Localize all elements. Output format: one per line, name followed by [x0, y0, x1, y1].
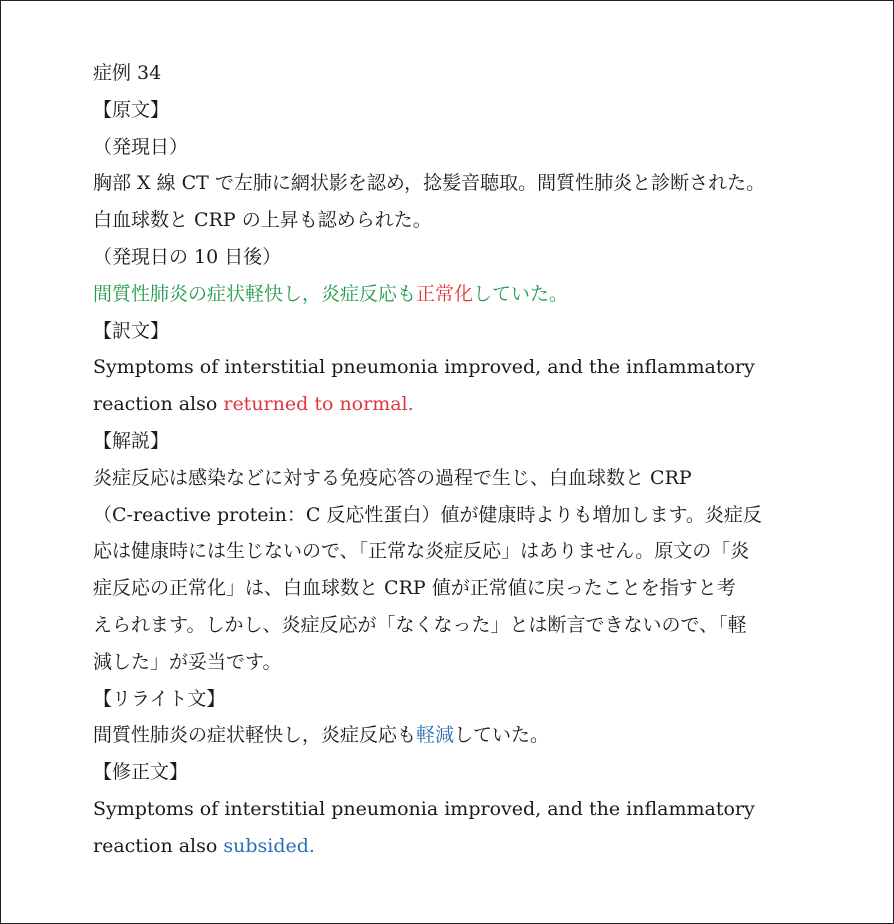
translation-line-2 — [93, 386, 805, 423]
explanation-line-4: 症反応の正常化」は、白血球数と CRP 値が正常値に戻ったことを指すと考 — [93, 577, 736, 600]
original-heading: 【原文】 — [93, 98, 170, 121]
explanation-line-5: えられます。しかし、炎症反応が「なくなった」とは断言できないので、「軽 — [93, 613, 747, 636]
after-text-part-a: 間質性肺炎の症状軽快し，炎症反応も — [93, 282, 417, 305]
rewrite-text-part-a: 間質性肺炎の症状軽快し，炎症反応も — [93, 724, 417, 747]
error-phrase: 正常化 — [416, 282, 474, 305]
revised-heading: 【修正文】 — [93, 761, 189, 784]
onset-text-line-2: 白血球数と CRP の上昇も認められた。 — [93, 209, 432, 232]
translation-line-2-text: reaction also — [93, 393, 224, 416]
revised-correction-phrase: subsided. — [223, 834, 315, 857]
after-label: （発現日の 10 日後） — [93, 245, 282, 268]
translation-heading: 【訳文】 — [93, 319, 170, 342]
rewrite-text — [93, 717, 805, 754]
case-title: 症例 34 — [93, 62, 162, 84]
document-body — [93, 55, 805, 865]
after-text — [93, 276, 805, 313]
translation-line-1: Symptoms of interstitial pneumonia improved, and the inflammatory — [93, 356, 755, 379]
explanation-line-2: （C-reactive protein：C 反応性蛋白）値が健康時よりも増加します。炎症反 — [93, 503, 762, 526]
revised-line-1: Symptoms of interstitial pneumonia improved, and the inflammatory — [93, 797, 755, 820]
explanation-line-1: 炎症反応は感染などに対する免疫応答の過程で生じ、白血球数と CRP — [93, 466, 692, 489]
explanation-heading: 【解説】 — [93, 429, 170, 452]
revised-line-2 — [93, 828, 805, 865]
revised-line-2-text: reaction also — [93, 834, 224, 857]
rewrite-text-part-c: していた。 — [454, 724, 550, 747]
correction-phrase: 軽減 — [416, 724, 455, 747]
after-text-part-c: していた。 — [473, 282, 569, 305]
translation-error-phrase: returned to normal. — [223, 393, 414, 416]
rewrite-heading: 【リライト文】 — [93, 687, 226, 710]
explanation-line-6: 減した」が妥当です。 — [93, 650, 282, 673]
onset-text-line-1: 胸部 X 線 CT で左肺に網状影を認め，捻髪音聴取。間質性肺炎と診断された。 — [93, 172, 766, 195]
explanation-line-3: 応は健康時には生じないので、「正常な炎症反応」はありません。原文の「炎 — [93, 540, 750, 563]
onset-label: （発現日） — [93, 135, 189, 158]
